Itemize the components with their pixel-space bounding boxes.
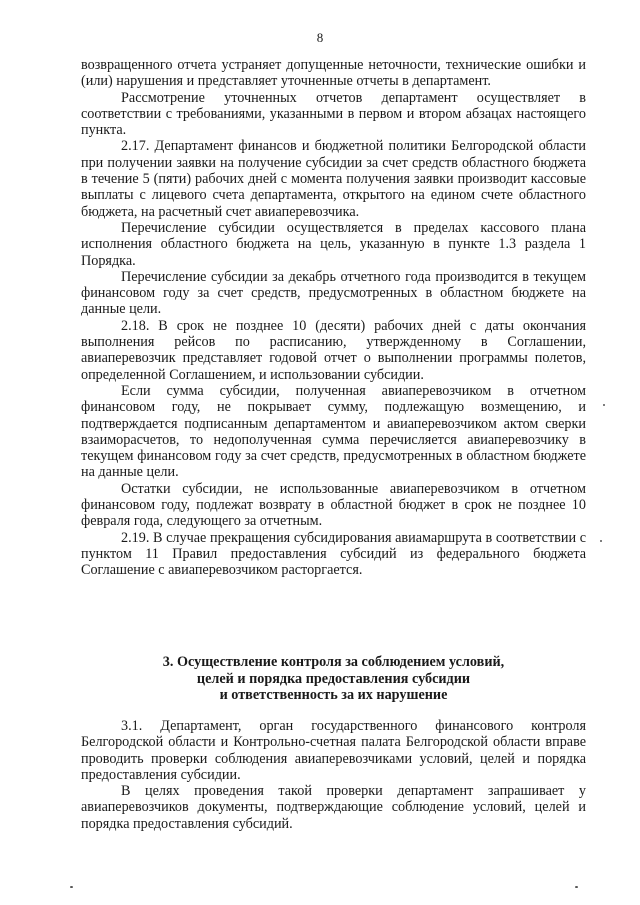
page-number: 8 [316,30,324,45]
paragraph: В целях проведения такой проверки департамент запрашивает у авиаперевозчиков документы, подтверждающие соблюдение условий, целей и порядка предоставления субсидий. [81,783,586,832]
paragraph: 2.17. Департамент финансов и бюджетной политики Белгородской области при получении заявки на получение субсидии за счет средств областного бюджета в течение 5 (пяти) рабочих дней с момента получения заявки производит кассовые выплаты с лицевого счета департамента, открытого на едином счете областного бюджета, на расчетный счет авиаперевозчика. [81,138,586,220]
paragraph: Если сумма субсидии, полученная авиаперевозчиком в отчетном финансовом году, не покрывает сумму, подлежащую возмещению, и подтверждается подписанным департаментом и авиаперевозчиком актом сверки взаиморасчетов, то недополученная сумма перечисляется авиаперевозчику в текущем финансовом году за счет средств, предусмотренных в областном бюджете на данные цели. [81,382,586,481]
body-text-section3 [81,718,586,832]
scan-artifact [70,886,73,888]
paragraph: Перечисление субсидии осуществляется в пределах кассового плана исполнения областного бюджета на цель, указанную в пункте 1.3 раздела 1 Порядка. [81,219,586,269]
paragraph: 2.19. В случае прекращения субсидирования авиамаршрута в соответствии с пунктом 11 Правил предоставления субсидий из федерального бюджета Соглашение с авиаперевозчиком расторгается. [81,529,586,579]
paragraph: 2.18. В срок не позднее 10 (десяти) рабочих дней с даты окончания выполнения рейсов по расписанию, утвержденному в Соглашении, авиаперевозчик представляет годовой отчет о выполнении программы полетов, определенной Соглашением, и использовании субсидии. [81,317,586,383]
paragraph: Перечисление субсидии за декабрь отчетного года производится в текущем финансовом году за счет средств, предусмотренных в областном бюджете на данные цели. [81,268,586,318]
section-heading-line: и ответственность за их нарушение [219,687,448,704]
scan-artifact [600,540,602,542]
section-heading-line: 3. Осуществление контроля за соблюдением условий, [162,654,505,670]
body-text-top [81,57,586,579]
paragraph: Остатки субсидии, не использованные авиаперевозчиком в отчетном финансовом году, подлежат возврату в областной бюджет в срок не позднее 10 февраля года, следующего за отчетным. [81,480,586,530]
paragraph: Рассмотрение уточненных отчетов департамент осуществляет в соответствии с требованиями, указанными в первом и втором абзацах настоящего пункта. [81,89,586,139]
paragraph: 3.1. Департамент, орган государственного финансового контроля Белгородской области и Контрольно-счетная палата Белгородской области вправе проводить проверки соблюдения авиаперевозчиками условий, целей и порядка предоставления субсидии. [81,718,586,783]
section-heading [81,654,586,704]
paragraph: возвращенного отчета устраняет допущенные неточности, технические ошибки и (или) нарушения и представляет уточненные отчеты в департамент. [81,57,586,90]
section-heading-line: целей и порядка предоставления субсидии [196,670,471,687]
scan-artifact [603,404,605,406]
scan-artifact [575,886,578,888]
